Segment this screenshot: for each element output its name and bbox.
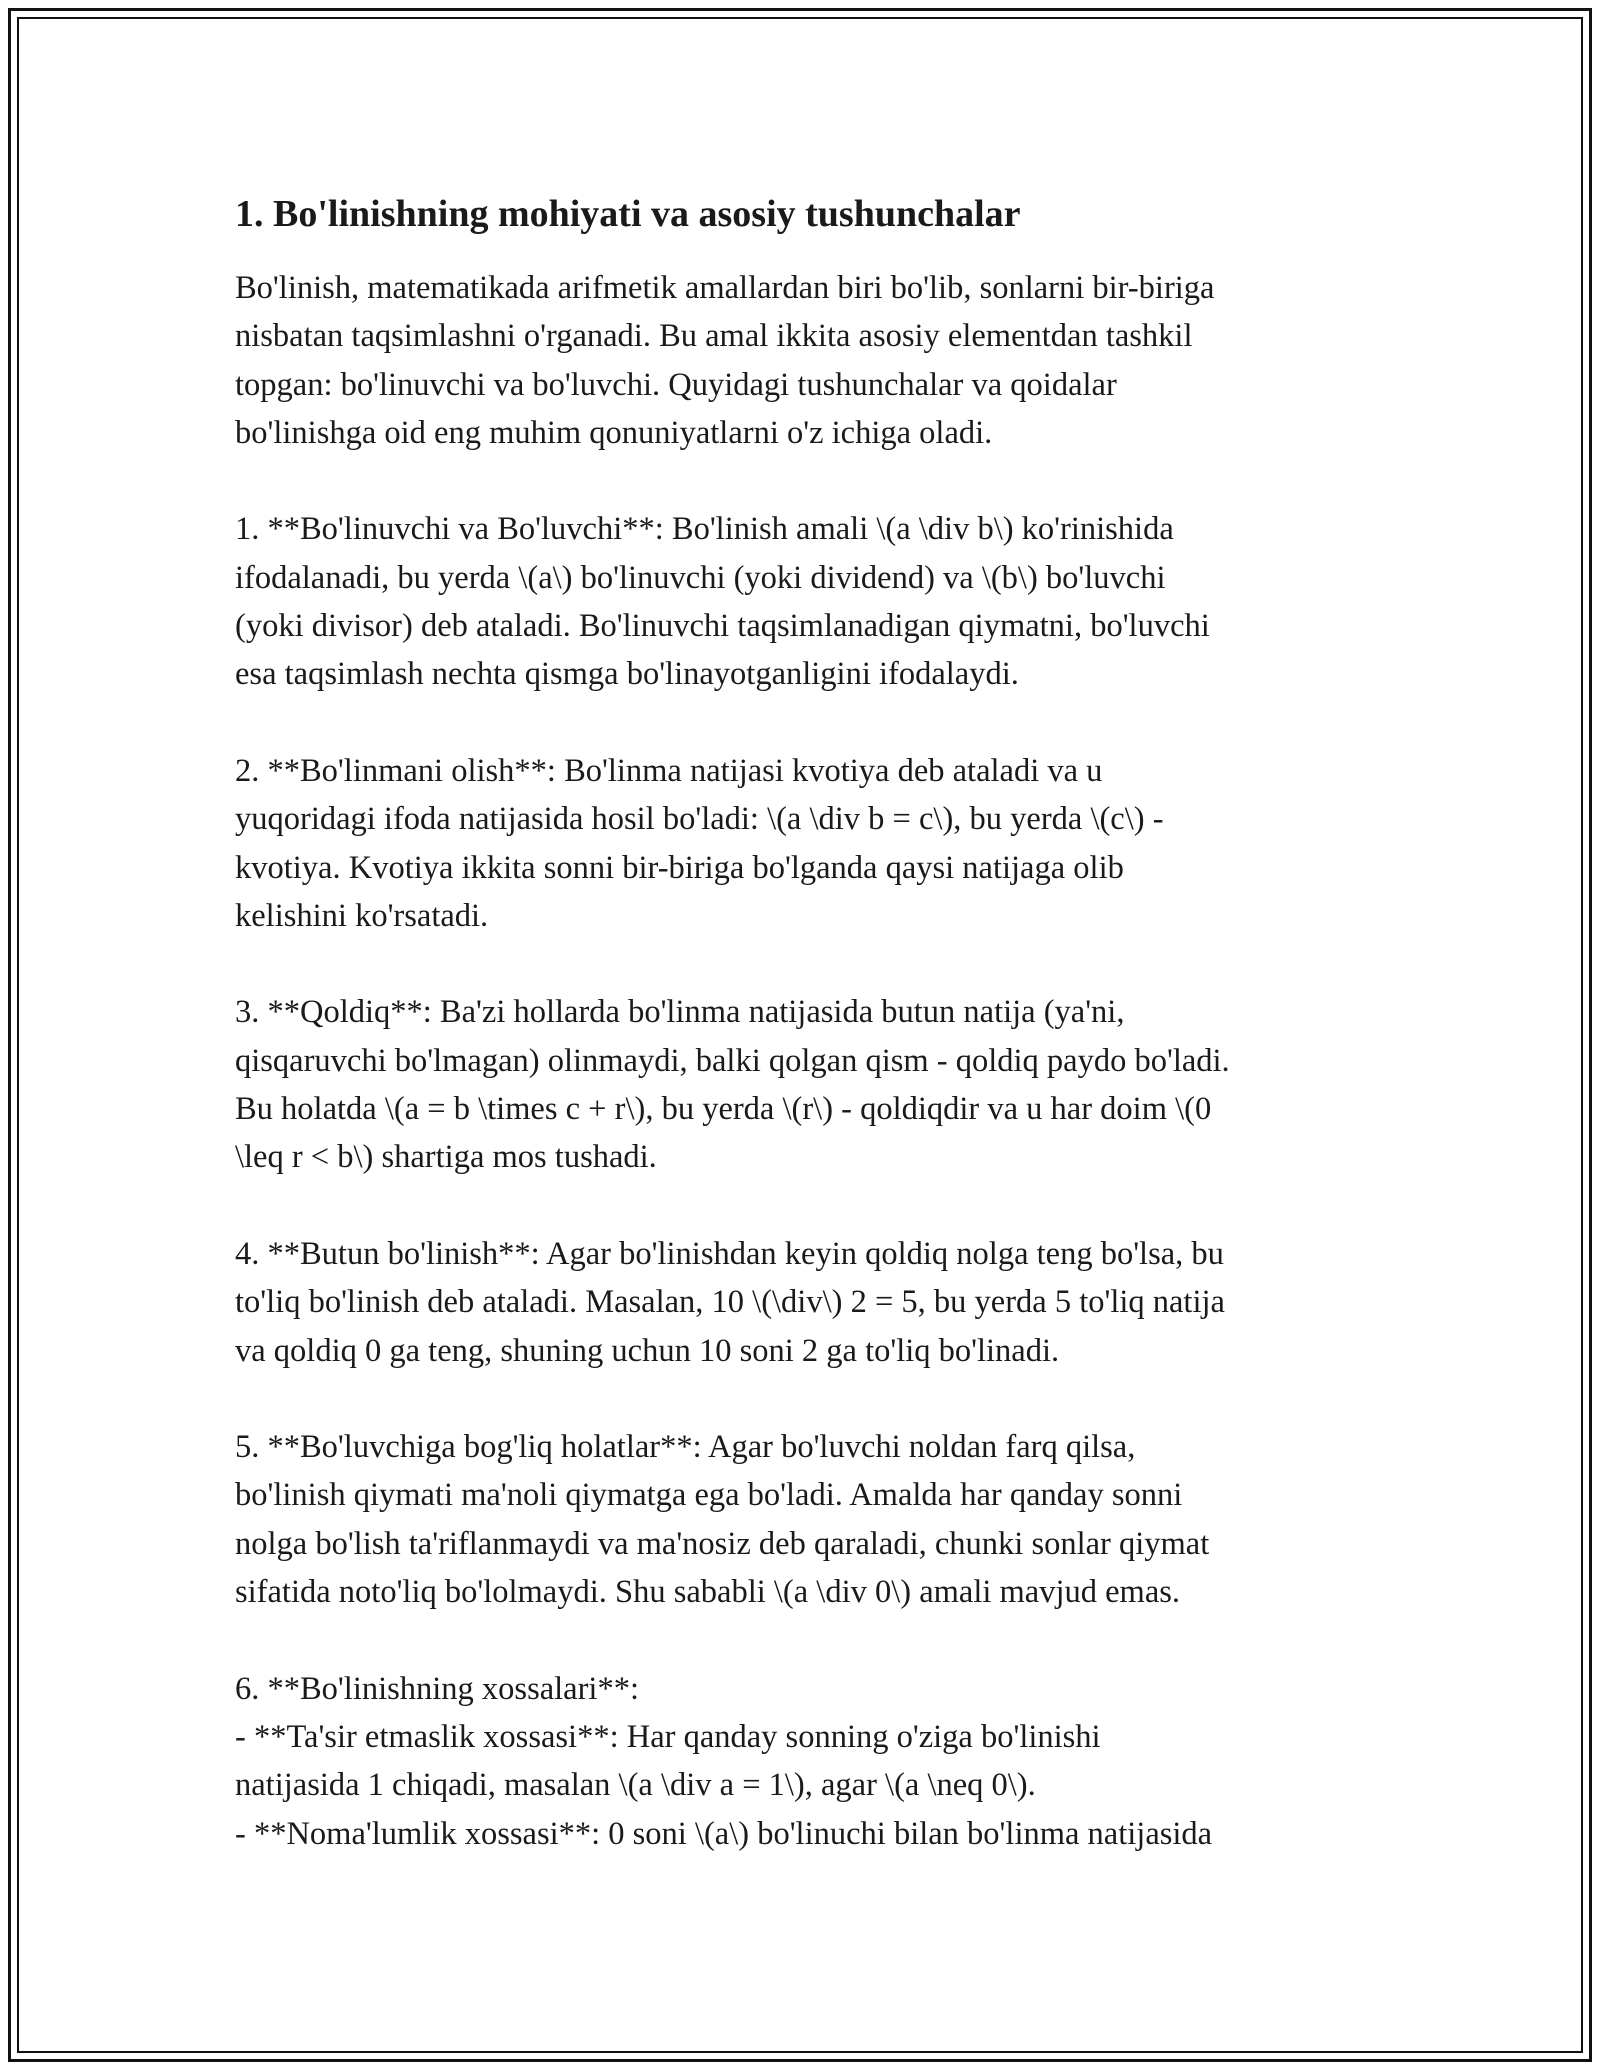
list-item-5: 5. **Bo'luvchiga bog'liq holatlar**: Agar bo'luvchi noldan farq qilsa, bo'linish qiymati ma'noli qiymatga ega bo'ladi. Amalda har qanday sonni nolga bo'lish ta'riflanmaydi va ma'nosiz deb qaraladi, chunki sonlar qiymat sifatida noto'liq bo'lolmaydi. Shu sababli \(a \div 0\) amali mavjud emas. <box>235 1429 1210 1611</box>
intro-paragraph: Bo'linish, matematikada arifmetik amallardan biri bo'lib, sonlarni bir-biriga nisbatan taqsimlashni o'rganadi. Bu amal ikkita asosiy elementdan tashkil topgan: bo'linuvchi va bo'luvchi. Quyidagi tushunchalar va qoidalar bo'linishga oid eng muhim qonuniyatlarni o'z ichiga oladi. <box>235 270 1215 451</box>
list-item-3: 3. **Qoldiq**: Ba'zi hollarda bo'linma natijasida butun natija (ya'ni, qisqaruvchi bo'lmagan) olinmaydi, balki qolgan qism - qoldiq paydo bo'ladi. Bu holatda \(a = b \times c + r\), bu yerda \(r\) - qoldiqdir va u har doim \(0 \leq r < b\) shartiga mos tushadi. <box>235 994 1230 1176</box>
list-item-6: 6. **Bo'linishning xossalari**: - **Ta'sir etmaslik xossasi**: Har qanday sonning o'ziga bo'linishi natijasida 1 chiqadi, masalan \(a \div a = 1\), agar \(a \neq 0\). - **Noma'lumlik xossasi**: 0 soni \(a\) bo'linuchi bilan bo'linma natijasida <box>235 1670 1213 1852</box>
list-item-1: 1. **Bo'linuvchi va Bo'luvchi**: Bo'linish amali \(a \div b\) ko'rinishida ifodalanadi, bu yerda \(a\) bo'linuvchi (yoki dividend) va \(b\) bo'luvchi (yoki divisor) deb ataladi. Bo'linuvchi taqsimlanadigan qiymatni, bo'luvchi esa taqsimlash nechta qismga bo'linayotganligini ifodalaydi. <box>235 511 1210 693</box>
list-item-4: 4. **Butun bo'linish**: Agar bo'linishdan keyin qoldiq nolga teng bo'lsa, bu to'liq bo'linish deb ataladi. Masalan, 10 \(\div\) 2 = 5, bu yerda 5 to'liq natija va qoldiq 0 ga teng, shuning uchun 10 soni 2 ga to'liq bo'linadi. <box>235 1235 1225 1369</box>
document-body <box>235 186 1375 1858</box>
list-item-2: 2. **Bo'linmani olish**: Bo'linma natijasi kvotiya deb ataladi va u yuqoridagi ifoda natijasida hosil bo'ladi: \(a \div b = c\), bu yerda \(c\) - kvotiya. Kvotiya ikkita sonni bir-biriga bo'lganda qaysi natijaga olib kelishini ko'rsatadi. <box>235 752 1164 934</box>
section-heading: 1. Bo'linishning mohiyati va asosiy tushunchalar <box>235 193 1021 235</box>
